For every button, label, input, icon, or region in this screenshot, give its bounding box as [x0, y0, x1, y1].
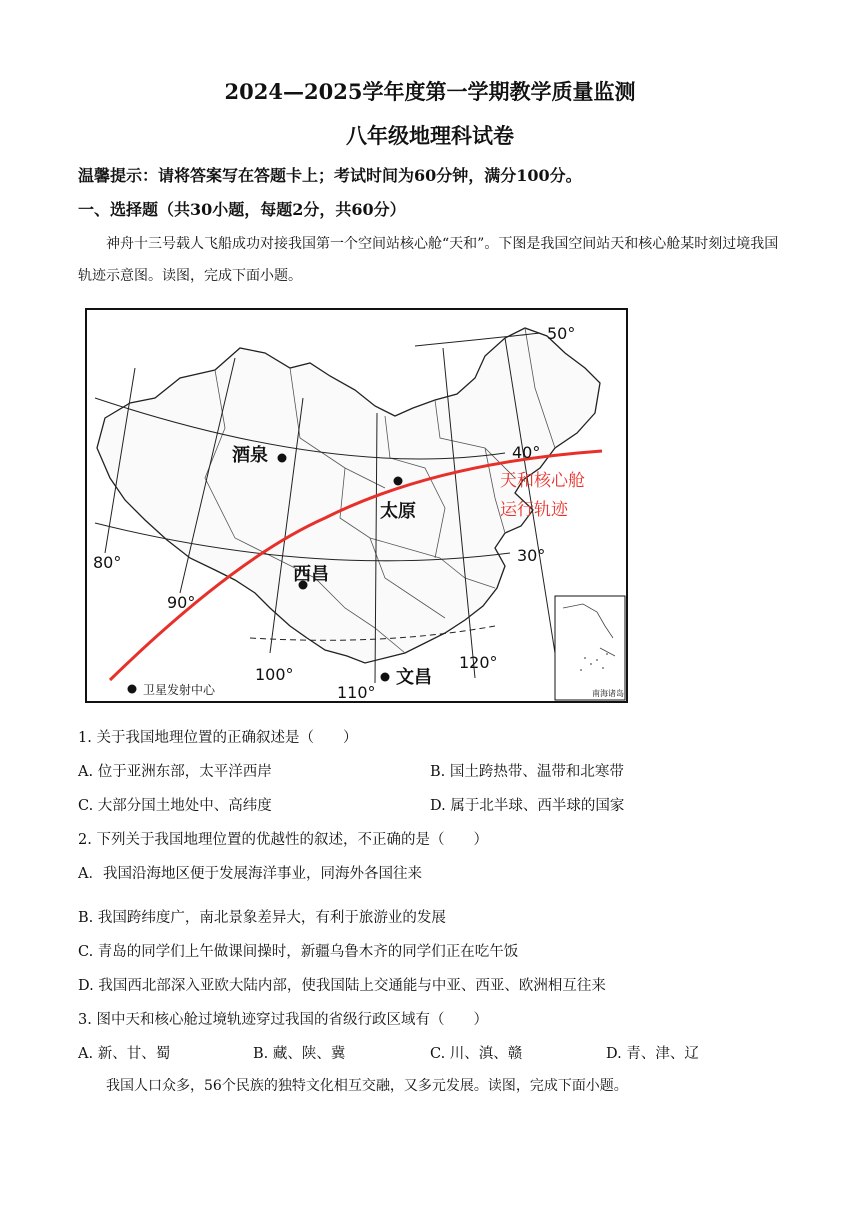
lat-label-40: 40° — [512, 443, 541, 462]
question-3-option-b[interactable]: B. 藏、陕、冀 — [253, 1046, 346, 1062]
city-label-xichang: 西昌 — [293, 564, 329, 585]
lon-label-80: 80° — [93, 553, 122, 572]
question-3-option-c[interactable]: C. 川、滇、赣 — [430, 1046, 523, 1062]
question-3-option-d[interactable]: D. 青、津、辽 — [606, 1046, 699, 1062]
question-2-option-a[interactable]: A．我国沿海地区便于发展海洋事业，同海外各国往来 — [78, 866, 422, 882]
lat-label-30: 30° — [517, 546, 546, 565]
exam-tip: 温馨提示：请将答案写在答题卡上；考试时间为60分钟，满分100分。 — [78, 166, 582, 185]
question-3-option-a[interactable]: A. 新、甘、蜀 — [78, 1046, 171, 1062]
question-2-option-c[interactable]: C. 青岛的同学们上午做课间操时，新疆乌鲁木齐的同学们正在吃午饭 — [78, 944, 519, 960]
intro-paragraph-1: 神舟十三号载人飞船成功对接我国第一个空间站核心舱“天和”。下图是我国空间站天和核心舱某时刻过境我国轨迹示意图。读图，完成下面小题。 — [78, 236, 779, 284]
question-2-option-d[interactable]: D. 我国西北部深入亚欧大陆内部，使我国陆上交通能与中亚、西亚、欧洲相互往来 — [78, 978, 606, 994]
inset-label: 南海诸岛 — [592, 689, 624, 698]
lon-label-120: 120° — [459, 653, 498, 672]
question-3-stem: 3. 图中天和核心舱过境轨迹穿过我国的省级行政区域有（ ） — [78, 1012, 488, 1028]
legend-marker — [128, 685, 137, 694]
city-marker-jiuquan — [278, 454, 287, 463]
lon-label-110: 110° — [337, 683, 376, 702]
legend-label: 卫星发射中心 — [143, 683, 216, 697]
lon-label-100: 100° — [255, 665, 294, 684]
city-label-jiuquan: 酒泉 — [232, 445, 268, 466]
exam-subtitle: 八年级地理科试卷 — [346, 123, 514, 148]
city-marker-taiyuan — [394, 477, 403, 486]
question-1-stem: 1. 关于我国地理位置的正确叙述是（ ） — [78, 730, 358, 746]
exam-title: 2024—2025学年度第一学期教学质量监测 — [224, 79, 636, 104]
section-heading: 一、选择题（共30小题，每题2分，共60分） — [78, 200, 406, 219]
track-label-line1: 天和核心舱 — [500, 471, 585, 491]
inset-box — [555, 596, 625, 700]
lon-label-90: 90° — [167, 593, 196, 612]
question-1-option-a[interactable]: A. 位于亚洲东部，太平洋西岸 — [78, 764, 272, 780]
intro-paragraph-2: 我国人口众多，56个民族的独特文化相互交融，又多元发展。读图，完成下面小题。 — [106, 1078, 628, 1094]
city-label-wenchang: 文昌 — [396, 667, 432, 688]
city-label-taiyuan: 太原 — [380, 501, 416, 522]
question-1-option-c[interactable]: C. 大部分国土地处中、高纬度 — [78, 798, 272, 814]
track-label-line2: 运行轨迹 — [500, 500, 568, 520]
question-2-stem: 2. 下列关于我国地理位置的优越性的叙述，不正确的是（ ） — [78, 832, 488, 848]
city-marker-wenchang — [381, 673, 390, 682]
lat-label-50: 50° — [547, 324, 576, 343]
question-1-option-b[interactable]: B. 国土跨热带、温带和北寒带 — [430, 764, 624, 780]
question-1-option-d[interactable]: D. 属于北半球、西半球的国家 — [430, 798, 625, 814]
question-2-option-b[interactable]: B. 我国跨纬度广，南北景象差异大，有利于旅游业的发展 — [78, 910, 446, 926]
china-orbit-map — [85, 308, 628, 704]
